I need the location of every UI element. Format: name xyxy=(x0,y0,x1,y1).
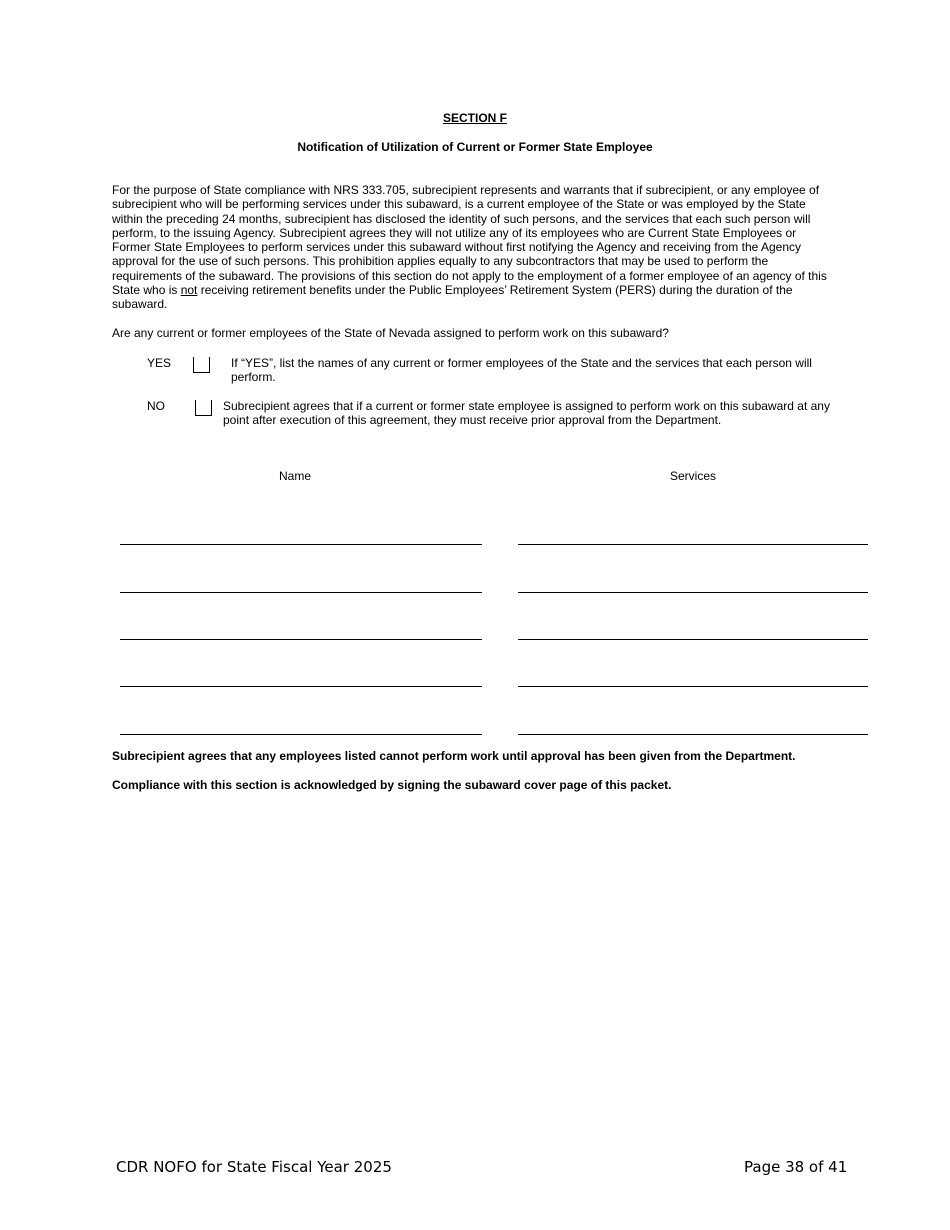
no-option-text: Subrecipient agrees that if a current or former state employee is assigned to perform work on this subaward at any point after execution of this agreement, they must receive prior approval from the Department. xyxy=(223,399,830,427)
intro-underlined-word: not xyxy=(180,283,198,298)
name-line-3[interactable] xyxy=(120,639,482,640)
services-line-4[interactable] xyxy=(518,686,868,687)
services-column-header: Services xyxy=(670,469,717,483)
footer-document-title: CDR NOFO for State Fiscal Year 2025 xyxy=(116,1158,392,1176)
yes-option-text: If “YES”, list the names of any current or former employees of the State and the services that each person will perform. xyxy=(231,356,812,384)
intro-text-part1: For the purpose of State compliance with NRS 333.705, subrecipient represents and warrants that if subrecipient, or any employee of subrecipient who will be performing services under this subaward, is a current employee of the State or was employed by the State within the preceding 24 months, subrecipient has disclosed the identity of such persons, and the services that each such person will perform, to the issuing Agency. Subrecipient agrees they will not utilize any of its employees who are Current State Employees or Former State Employees to perform services under this subaward without first notifying the Agency and receiving from the Agency approval for the use of such persons. This prohibition applies equally to any subcontractors that may be used to perform the requirements of the subaward. The provisions of this section do not apply to the employment of a former employee of an agency of this State who is xyxy=(112,183,827,298)
compliance-note: Compliance with this section is acknowledged by signing the subaward cover page of this packet. xyxy=(112,778,672,792)
yes-label: YES xyxy=(147,356,172,370)
name-line-5[interactable] xyxy=(120,734,482,735)
services-line-3[interactable] xyxy=(518,639,868,640)
approval-note: Subrecipient agrees that any employees listed cannot perform work until approval has been given from the Department. xyxy=(112,749,796,763)
services-line-1[interactable] xyxy=(518,544,868,545)
name-column-header: Name xyxy=(279,469,312,483)
intro-text-part2: receiving retirement benefits under the Public Employees’ Retirement System (PERS) during the duration of the subaward. xyxy=(112,283,793,312)
yes-checkbox[interactable] xyxy=(193,357,210,373)
employee-question: Are any current or former employees of the State of Nevada assigned to perform work on this subaward? xyxy=(112,326,669,340)
section-title: SECTION F xyxy=(442,111,507,125)
services-line-2[interactable] xyxy=(518,592,868,593)
no-label: NO xyxy=(147,399,165,413)
services-line-5[interactable] xyxy=(518,734,868,735)
name-line-4[interactable] xyxy=(120,686,482,687)
no-checkbox[interactable] xyxy=(195,400,212,416)
intro-paragraph xyxy=(112,183,834,312)
footer-page-number: Page 38 of 41 xyxy=(744,1158,848,1176)
name-line-2[interactable] xyxy=(120,592,482,593)
section-subtitle: Notification of Utilization of Current or Former State Employee xyxy=(297,140,653,154)
name-line-1[interactable] xyxy=(120,544,482,545)
